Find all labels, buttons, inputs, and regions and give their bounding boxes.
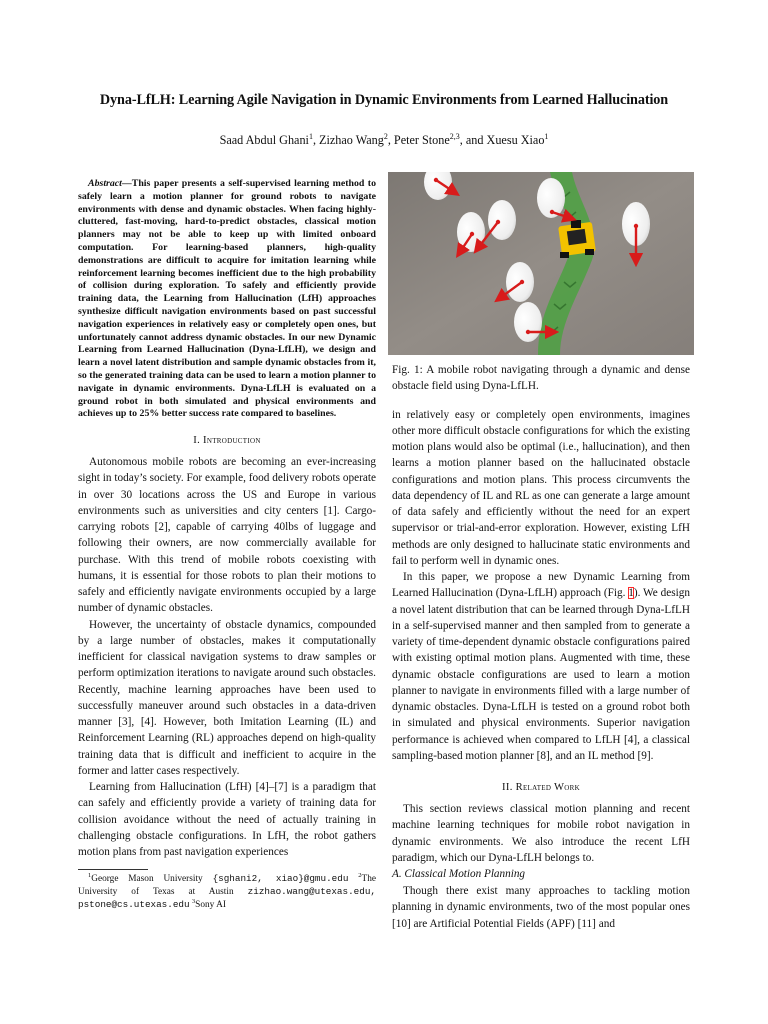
right-paragraph-2-text: In this paper, we propose a new Dynamic Learning from Learned Hallucination (Dyna-LfLH) approach (Fig. xyxy=(392,571,690,600)
section-number: I. xyxy=(193,435,201,447)
right-column xyxy=(392,172,690,932)
section-heading-related-work xyxy=(392,782,690,793)
section-number: II. xyxy=(502,782,513,793)
footnote: $^1$George Mason University {sghani2, xiao}@gmu.edu $^2$The University of Texas at Austin zizhao.wang@utexas.edu, pstone@cs.utexas.edu $^3$Sony AI xyxy=(78,872,376,910)
footnote-email-1: {sghani2, xiao}@gmu.edu xyxy=(212,873,349,885)
footnote-affiliation-3: Sony AI xyxy=(195,899,226,910)
intro-paragraph-1: Autonomous mobile robots are becoming an ever-increasing sight in today’s society. For example, food delivery robots operate in over 30 locations across the US and Europe in various environments such as universities and city centers [1]. Cargo-carrying robots [2], capable of carrying 40lbs of luggage and following their owners, are now commercially available for purchase. With this trend of mobile robots coexisting with humans, it is essential for those robots to plan their motions to safely and efficiently navigate environments occupied by a large number of dynamic obstacles. xyxy=(78,456,376,615)
footnote-email-2: zizhao.wang@utexas.edu, xyxy=(247,885,376,897)
right-paragraph-1: in relatively easy or completely open environments, imagines other more difficult obstacle configurations for which the existing motion plans would also be optimal (i.e., hallucination), and then learns a motion planner based on the hallucinated obstacle configurations and motion plans. This process circumvents the data dependency of IL and RL as one can generate a large amount of data safely and efficiently without the need for an expert supervisor or trial-and-error exploration. However, existing LfH methods are only designed to hallucinate static environments and fail to perform well in dynamic ones. xyxy=(392,408,690,567)
author-list xyxy=(40,133,728,148)
author-name: Saad Abdul Ghani xyxy=(219,133,309,147)
right-paragraph-2 xyxy=(392,569,690,764)
right-paragraph-2-text-cont: ). We design a novel latent distribution that can be learned through Dyna-LfLH in a self-supervised manner and then sampled from to generate a variety of time-dependent dynamic obstacle configurations paired with existing optimal motion plans. Augmented with time, these dynamic obstacle configurations are used to learn a motion planner to navigate in environments filled with a large number of dynamic obstacles. Dyna-LfLH is tested on a ground robot both in simulated and physical environments. Superior navigation performance is achieved when compared to LfLH [4], a classical sampling-based motion planner [8], and an IL method [9]. xyxy=(392,587,690,762)
abstract-dash: — xyxy=(121,178,132,189)
figure-caption: Fig. 1: A mobile robot navigating through a dynamic and dense obstacle field using Dyna-LfLH. xyxy=(392,364,690,393)
footnote-rule xyxy=(78,869,148,870)
abstract-label: Abstract xyxy=(88,178,122,189)
author-affiliation: 1 xyxy=(308,131,313,141)
section-heading-introduction xyxy=(78,435,376,446)
author-affiliation: 2 xyxy=(383,131,388,141)
related-paragraph-1: This section reviews classical motion planning and recent machine learning techniques for mobile robot navigation in dynamic environments. We also introduce the recent LfH paradigm, which our Dyna-LfLH belongs to. xyxy=(392,803,690,864)
intro-paragraph-3: Learning from Hallucination (LfH) [4]–[7] is a paradigm that can safely and efficiently provide a variety of training data for collision avoidance without the need of actually training in challenging obstacle configurations. In LfH, the robot gathers motion plans from past navigation experiences xyxy=(78,781,376,859)
footnote-email-3: pstone@cs.utexas.edu xyxy=(78,898,190,910)
author-name: Peter Stone xyxy=(393,133,450,147)
obstacle xyxy=(514,302,542,342)
footnote-affiliation-1: George Mason University xyxy=(91,874,213,885)
author-affiliation: 2,3 xyxy=(449,131,460,141)
author-affiliation: 1 xyxy=(544,131,549,141)
abstract-text: This paper presents a self-supervised learning method to safely learn a motion planner for ground robots to navigate environments with dense and dynamic obstacles. When facing highly-cluttered, fast-moving, hard-to-predict obstacles, classical motion planners may not be able to keep up with limited onboard computation. For learning-based planners, high-quality demonstrations are difficult to acquire for imitation learning while reinforcement learning becomes inefficient due to the high probability of collision during exploration. To safely and efficiently provide training data, the Learning from Hallucination (LfH) approaches synthesize difficult navigation environments based on past successful navigation experiences in relatively easy or completely open ones, but unfortunately cannot address dynamic obstacles. In our new Dynamic Learning from Learned Hallucination (Dyna-LfLH), we design and learn a novel latent distribution and sample dynamic obstacles from it, so the generated training data can be used to learn a motion planner to navigate in dynamic environments. Dyna-LfLH is evaluated on a ground robot in both simulated and physical environments and achieves up to 25% better success rate compared to baselines. xyxy=(78,178,376,420)
author-separator: , xyxy=(312,133,320,147)
author-separator: , and xyxy=(459,133,487,147)
footnote-affiliation-2: The University of Texas at Austin xyxy=(78,874,376,897)
author-name: Zizhao Wang xyxy=(319,133,384,147)
figure-reference-link[interactable]: 1 xyxy=(628,587,634,600)
abstract xyxy=(78,178,376,421)
author-name: Xuesu Xiao xyxy=(486,133,545,147)
paper-title: Dyna-LfLH: Learning Agile Navigation in Dynamic Environments from Learned Hallucination xyxy=(99,92,669,108)
left-column xyxy=(78,178,376,911)
section-title: Related Work xyxy=(515,782,580,793)
obstacle xyxy=(488,200,516,240)
section-title: Introduction xyxy=(203,435,261,447)
figure-robot-photo xyxy=(388,172,694,355)
robot-navigation-photo xyxy=(388,172,694,355)
intro-paragraph-2: However, the uncertainty of obstacle dynamics, compounded by a large number of obstacles, makes it computationally inefficient for classical navigation systems to draw samples or perform optimization iterations to navigate around such obstacles. Recently, machine learning approaches have been used to successfully maneuver around such obstacles in a data-driven manner [3], [4]. However, both Imitation Learning (IL) and Reinforcement Learning (RL) approaches depend on high-quality training data that is difficult and inefficient to acquire in the former and latter cases respectively. xyxy=(78,618,376,777)
subsection-paragraph-1: Though there exist many approaches to tackling motion planning in dynamic environments, two of the most popular ones [10] are Artificial Potential Fields (APF) [11] and xyxy=(392,885,690,930)
author-separator: , xyxy=(387,133,394,147)
subsection-heading: A. Classical Motion Planning xyxy=(392,868,526,880)
